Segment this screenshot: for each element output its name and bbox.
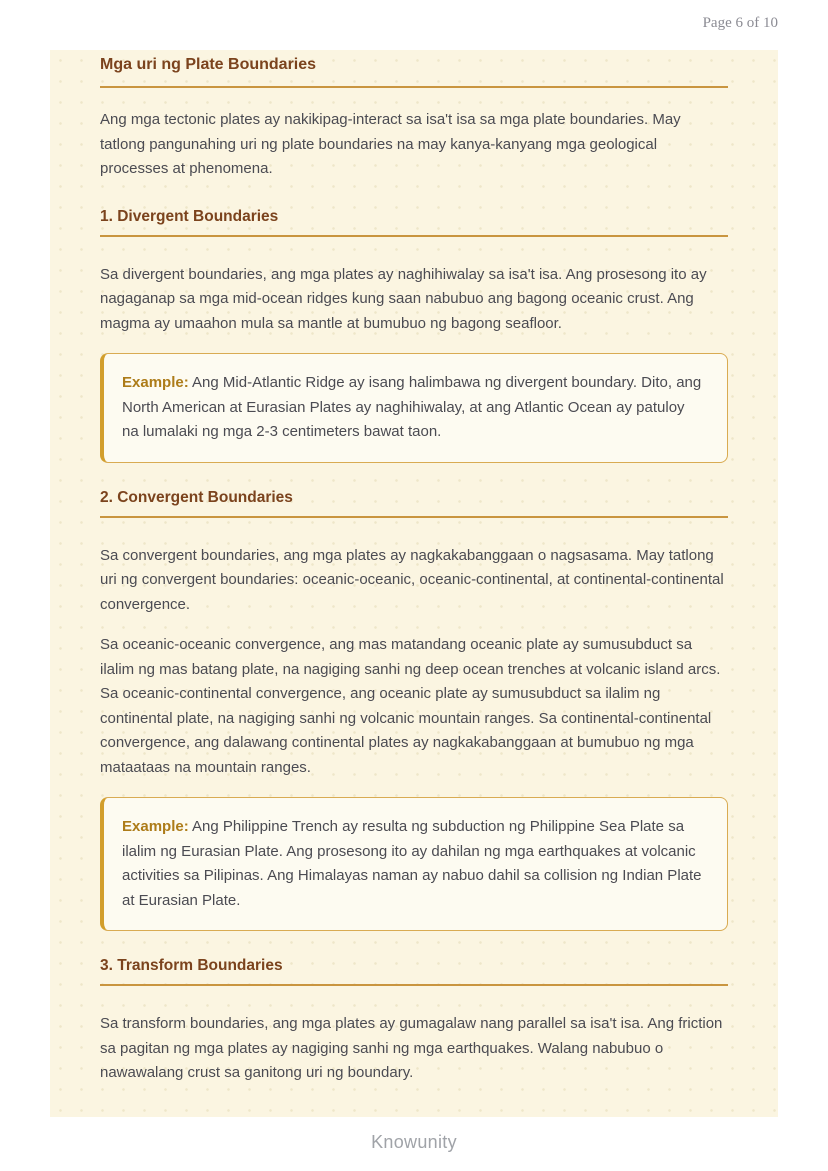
convergent-paragraph-2: Sa oceanic-oceanic convergence, ang mas matandang oceanic plate ay sumusubduct sa ilalim ng mas batang plate, na nagiging sanhi ng deep ocean trenches at volcanic island arcs. Sa oceanic-continental convergence, ang oceanic plate ay sumusubduct sa ilalim ng continental plate, na nagiging sanhi ng volcanic mountain ranges. Sa continental-continental convergence, ang dalawang continental plates ay nagkakabanggaan at bumubuo ng mga mataataas na mountain ranges. (100, 636, 721, 776)
example-label: Example: (122, 818, 189, 835)
section-heading-transform: 3. Transform Boundaries (100, 957, 728, 986)
example-label: Example: (122, 374, 189, 391)
intro-paragraph: Ang mga tectonic plates ay nakikipag-interact sa isa't isa sa mga plate boundaries. May tatlong pangunahing uri ng plate boundaries na may kanya-kanyang mga geological processes at phenomena. (100, 111, 681, 177)
section-heading-convergent: 2. Convergent Boundaries (100, 489, 728, 518)
section-heading-divergent: 1. Divergent Boundaries (100, 208, 728, 237)
example-text: Ang Philippine Trench ay resulta ng subduction ng Philippine Sea Plate sa ilalim ng Eurasian Plate. Ang prosesong ito ay dahilan ng mga earthquakes at volcanic activities sa Pilipinas. Ang Himalayas naman ay nabuo dahil sa collision ng Indian Plate at Eurasian Plate. (122, 818, 702, 909)
document-sheet (50, 50, 778, 1117)
example-box-divergent (100, 353, 728, 463)
divergent-paragraph: Sa divergent boundaries, ang mga plates ay naghihiwalay sa isa't isa. Ang prosesong ito ay nagaganap sa mga mid-ocean ridges kung saan nabubuo ang bagong oceanic crust. Ang magma ay umaahon mula sa mantle at bumubuo ng bagong seafloor. (100, 265, 707, 332)
brand-footer: Knowunity (371, 1132, 457, 1152)
document-title: Mga uri ng Plate Boundaries (100, 55, 728, 88)
convergent-paragraph-1: Sa convergent boundaries, ang mga plates ay nagkakabanggaan o nagsasama. May tatlong uri ng convergent boundaries: oceanic-oceanic, oceanic-continental, at continental-continental convergence. (100, 546, 724, 613)
example-paragraph (122, 371, 705, 445)
page-indicator: Page 6 of 10 (702, 15, 778, 31)
example-text: Ang Mid-Atlantic Ridge ay isang halimbawa ng divergent boundary. Dito, ang North American at Eurasian Plates ay naghihiwalay, at ang Atlantic Ocean ay patuloy na lumalaki ng mga 2-3 centimeters bawat taon. (122, 374, 702, 440)
example-box-convergent (100, 797, 728, 931)
transform-paragraph: Sa transform boundaries, ang mga plates ay gumagalaw nang parallel sa isa't isa. Ang friction sa pagitan ng mga plates ay nagiging sanhi ng mga earthquakes. Walang nabubuo o nawawalang crust sa ganitong uri ng boundary. (100, 1015, 723, 1081)
example-paragraph (122, 815, 705, 913)
